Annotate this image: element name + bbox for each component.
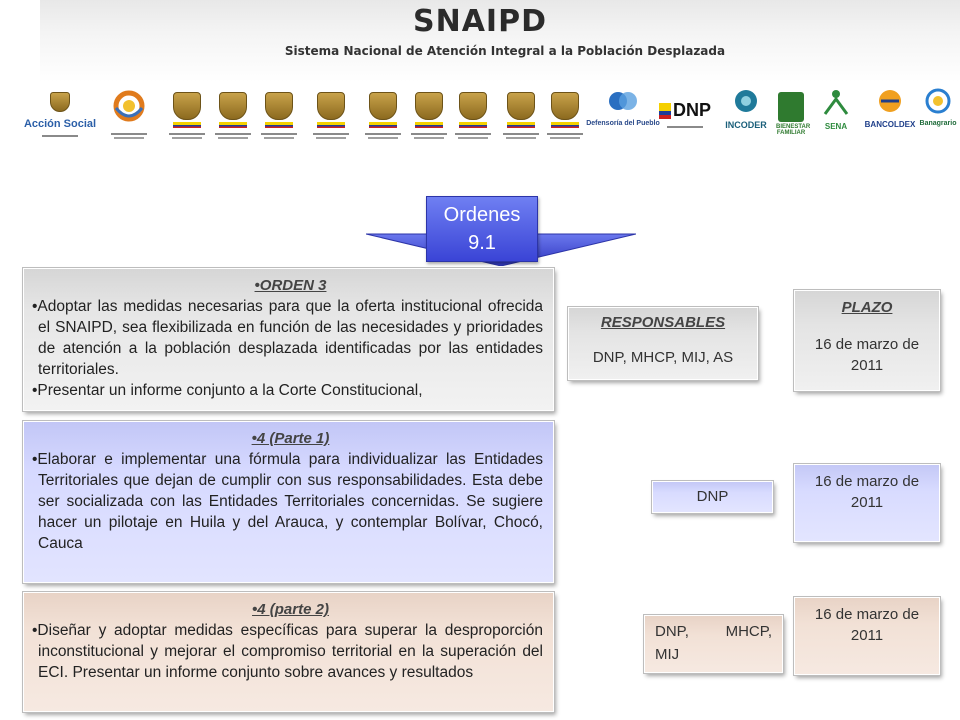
accion-social-logo: Acción Social — [30, 88, 90, 148]
ministerio-shield-6 — [408, 88, 450, 148]
orden-3-heading: •ORDEN 3 — [254, 277, 327, 294]
ministerio-shield-3 — [258, 88, 300, 148]
responsables-heading: RESPONSABLES — [600, 314, 726, 331]
defensoria-logo: Defensoría del Pueblo — [592, 88, 654, 148]
orden-4-parte-1-card — [23, 421, 554, 583]
orden-3-card — [23, 268, 554, 411]
ministerio-shield-9 — [544, 88, 586, 148]
page-title: SNAIPD — [413, 4, 547, 39]
orden-4-parte-1-heading: •4 (Parte 1) — [251, 430, 330, 447]
ministerio-shield-5 — [362, 88, 404, 148]
orden-3-bullet-1: •Adoptar las medidas necesarias para que la oferta institucional ofrecida el SNAIPD, sea flexibilizada en función de las necesidades y prioridades de atención a la población desplazada identificadas por las entidades territoriales. — [32, 298, 543, 378]
ministerio-shield-4 — [310, 88, 352, 148]
ministerio-shield-1 — [166, 88, 208, 148]
banagrario-logo: Banagrario — [918, 88, 958, 148]
responsables-row-1: DNP, MHCP, MIJ, AS — [592, 349, 734, 366]
orden-4-parte-2-bullet-1: •Diseñar y adoptar medidas específicas para superar la desproporción inconstitucional y mejorar el compromiso territorial en la superación del ECI. Presentar un informe conjunto sobre avances y resultados — [32, 622, 543, 681]
responsable-row-2: DNP — [652, 481, 773, 513]
plazo-row-1: 16 de marzo de 2011 — [814, 336, 920, 374]
derechos-humanos-logo — [96, 88, 162, 148]
ministerio-shield-8 — [500, 88, 542, 148]
orden-3-bullet-2: •Presentar un informe conjunto a la Corte Constitucional, — [32, 382, 423, 399]
page-subtitle: Sistema Nacional de Atención Integral a la Población Desplazada — [284, 44, 726, 58]
incoder-logo: INCODER — [720, 88, 772, 148]
partner-logos — [23, 88, 960, 148]
bienestar-familiar-logo: BIENESTAR FAMILIAR — [774, 88, 808, 148]
plazo-row-2: 16 de marzo de 2011 — [794, 464, 940, 542]
orden-4-parte-1-bullet-1: •Elaborar e implementar una fórmula para individualizar las Entidades Territoriales que dejan de cumplir con sus responsabilidades. Esta debe ser socializada con las Entidades Territoriales concernidas. Se sugiere hacer un pilotaje en Huila y del Arauca, y contemplar Bolívar, Chocó, Cauca — [32, 451, 543, 552]
plazo-heading: PLAZO — [841, 299, 893, 316]
responsable-row-3: DNP, MHCP, MIJ — [644, 615, 783, 673]
plazo-row-3: 16 de marzo de 2011 — [794, 597, 940, 675]
orden-4-parte-2-card — [23, 592, 554, 712]
sena-logo: SENA — [814, 88, 858, 148]
bancoldex-logo: BANCOLDEX — [862, 88, 918, 148]
orden-4-parte-2-heading: •4 (parte 2) — [252, 601, 329, 618]
dnp-logo: DNP — [654, 88, 716, 148]
responsables-box — [568, 307, 758, 380]
ordenes-label: Ordenes 9.1 — [426, 196, 538, 262]
ministerio-shield-7 — [452, 88, 494, 148]
plazo-box — [794, 290, 940, 391]
ministerio-shield-2 — [212, 88, 254, 148]
